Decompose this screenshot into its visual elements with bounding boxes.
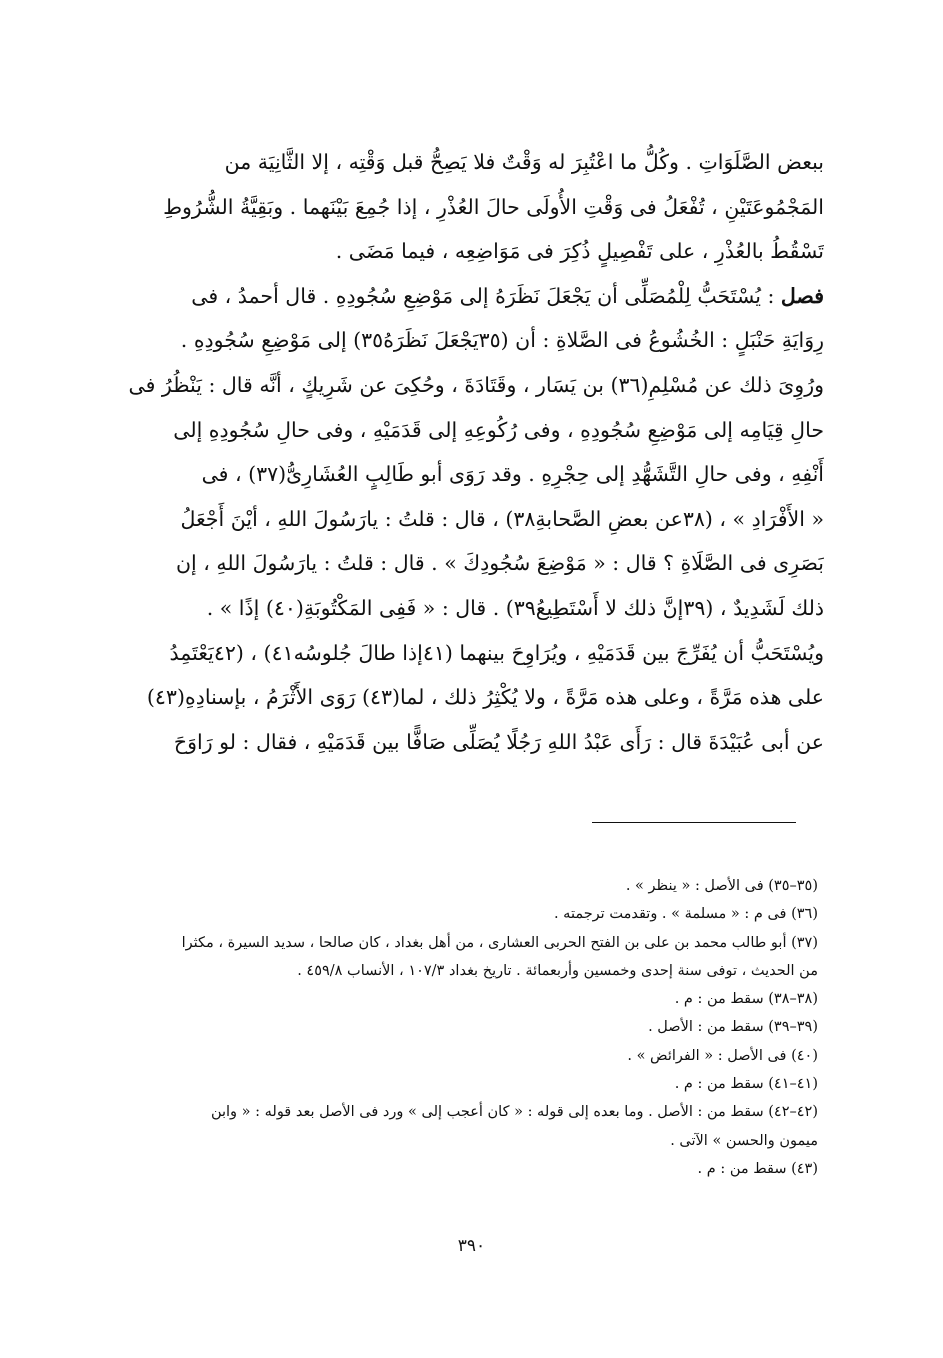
body-line: ويُسْتَحَبُّ أن يُفَرِّجَ بين قَدَمَيْهِ ، ويُرَاوِحَ بينهما (٤١إذا طالَ جُلوسُه٤١) ، (٤٢يَعْتَمِدُ	[169, 640, 824, 665]
footnote: (٤٠) فى الأصل : « الفرائض » .	[627, 1047, 818, 1064]
body-line: المَجْمُوعَتَيْنِ ، تُفْعَلُ فى وَقْتِ الأُولَى حالَ العُذْرِ ، إذا جُمِعَ بَيْنَهما . وبَقِيَّةُ الشُّرُوطِ	[163, 194, 824, 219]
body-line: تَسْقُطُ بالعُذْرِ ، على تَفْصِيلٍ ذُكِرَ فى مَوَاضِعِه ، فيما مَضَى .	[335, 239, 824, 264]
body-line: ذلك لَشَدِيدٌ ، (٣٩إنَّ ذلك لا أَسْتَطِيعُ٣٩) . قال : « فَفِى المَكْتُوبَةِ(٤٠) إذًا » .	[206, 595, 824, 620]
footnote-continuation: ميمون والحسن » الآتى .	[670, 1132, 818, 1149]
body-line: عن أبى عُبَيْدَةَ قال : رَأَى عَبْدُ اللهِ رَجُلًا يُصَلِّى صَافًّا بين قَدَمَيْهِ ، فقال : لو رَاوَحَ	[173, 729, 824, 754]
fasl-line	[128, 274, 824, 319]
footnote: (٣٦) فى م : « مسلمة » . وتقدمت ترجمته .	[553, 906, 818, 923]
footnote: (٣٨–٣٨) سقط من : م .	[674, 991, 818, 1008]
footnote: (٣٧) أبو طالب محمد بن على بن الفتح الحربى العشارى ، من أهل بغداد ، كان صالحا ، سديد السيرة ، مكثرا	[181, 934, 818, 951]
page-number: ٣٩٠	[457, 1236, 486, 1256]
footnotes-block	[118, 872, 818, 1183]
body-line: رِوَايَةِ حَنْبَلٍ : الخُشُوعُ فى الصَّلاةِ : أن (٣٥يَجْعَلَ نَظَرَهُ٣٥) إلى مَوْضِعِ سُجُودِهِ .	[180, 328, 824, 353]
section-heading-fasl: فصل	[780, 283, 824, 308]
footnote: (٣٥–٣٥) فى الأصل : « ينظر » .	[625, 878, 818, 894]
body-line: ببعض الصَّلَوَاتِ . وكُلُّ ما اعْتُبِرَ له وَقْتٌ فلا يَصِحُّ قبل وَقْتِه ، إلا الثَّانِيَة من	[224, 150, 824, 174]
footnote-separator	[592, 822, 796, 823]
body-line-text: : يُسْتَحَبُّ لِلْمُصَلِّى أن يَجْعَلَ نَظَرَهُ إلى مَوْضِعِ سُجُودِهِ . قال أحمدُ ، فى	[191, 283, 781, 308]
footnote: (٤١–٤١) سقط من : م .	[674, 1076, 818, 1093]
body-line: أَنْفِهِ ، وفى حالِ التَّشَهُّدِ إلى حِجْرِهِ . وقد رَوَى أبو طَالِبٍ العُشَارِىُّ(٣٧) ، فى	[201, 462, 824, 487]
footnote: (٣٩–٣٩) سقط من : الأصل .	[648, 1019, 818, 1036]
body-line: « الأَفْرَادِ » ، (٣٨عن بعضِ الصَّحابةِ٣٨) ، قال : قلتُ : يارَسُولَ اللهِ ، أيْنَ أَجْعَلُ	[180, 506, 824, 531]
main-text-block	[128, 140, 824, 764]
body-line: على هذه مَرَّةً ، وعلى هذه مَرَّةً ، ولا يُكْثِرُ ذلك ، لما(٤٣) رَوَى الأَثْرَمُ ، بإسنادِهِ(٤٣)	[146, 685, 824, 710]
body-line: ورُوِىَ ذلك عن مُسْلِمِ(٣٦) بن يَسَار ، وقَتَادَةَ ، وحُكِىَ عن شَرِيكٍ ، أنَّه قال : يَنْظُرُ فى	[128, 372, 824, 397]
body-line: بَصَرِى فى الصَّلَاةِ ؟ قال : « مَوْضِعَ سُجُودِكَ » . قال : قلتُ : يارَسُولَ اللهِ ، إن	[175, 551, 824, 576]
footnote: (٤٣) سقط من : م .	[697, 1160, 818, 1177]
body-line: حالِ قِيَامِه إلى مَوْضِعِ سُجُودِهِ ، وفى رُكُوعِهِ إلى قَدَمَيْهِ ، وفى حالِ سُجُودِهِ إلى	[173, 417, 824, 442]
footnote-continuation: من الحديث ، توفى سنة إحدى وخمسين وأربعمائة . تاريخ بغداد ١٠٧/٣ ، الأنساب ٤٥٩/٨ .	[297, 962, 818, 979]
footnote: (٤٢–٤٢) سقط من : الأصل . وما بعده إلى قوله : « كان أعجب إلى » ورد فى الأصل بعد قوله : « وابن	[210, 1104, 818, 1121]
